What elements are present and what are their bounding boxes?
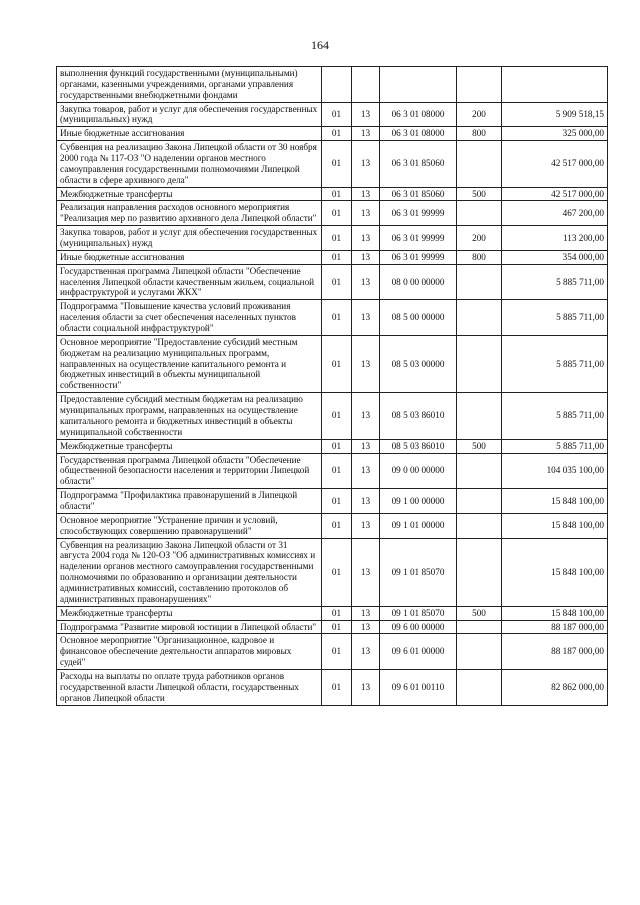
row-section-cell: 01 — [322, 453, 352, 489]
table-row — [57, 634, 608, 670]
row-subsection-cell: 13 — [352, 439, 380, 453]
row-name-cell: Государственная программа Липецкой области "Обеспечение населения Липецкой области качественным жильем, социальной инфраструктурой и услугами ЖКХ" — [57, 264, 322, 300]
row-subsection-cell: 13 — [352, 300, 380, 336]
table-row — [57, 439, 608, 453]
row-name-cell: Межбюджетные трансферты — [57, 439, 322, 453]
row-subsection-cell: 13 — [352, 335, 380, 392]
row-subsection-cell: 13 — [352, 250, 380, 264]
table-row — [57, 102, 608, 127]
row-amount-cell: 42 517 000,00 — [502, 187, 608, 201]
row-name-cell: Подпрограмма "Повышение качества условий проживания населения области за счет обеспечения населенных пунктов области социальной инфраструктурой" — [57, 300, 322, 336]
row-subsection-cell: 13 — [352, 634, 380, 670]
row-target-article-cell: 06 3 01 08000 — [380, 127, 457, 141]
row-amount-cell: 15 848 100,00 — [502, 606, 608, 620]
row-target-article-cell — [380, 67, 457, 103]
row-expense-type-cell — [457, 300, 502, 336]
row-section-cell: 01 — [322, 669, 352, 705]
row-target-article-cell: 08 5 00 00000 — [380, 300, 457, 336]
row-subsection-cell: 13 — [352, 141, 380, 187]
table-row — [57, 606, 608, 620]
row-expense-type-cell — [457, 201, 502, 226]
row-name-cell: Предоставление субсидий местным бюджетам на реализацию муниципальных программ, направленных на осуществление капитального ремонта и бюджетных инвестиций в объекты муниципальной собственности — [57, 393, 322, 439]
row-subsection-cell — [352, 67, 380, 103]
row-amount-cell: 354 000,00 — [502, 250, 608, 264]
row-section-cell: 01 — [322, 489, 352, 514]
row-subsection-cell: 13 — [352, 201, 380, 226]
row-name-cell: Подпрограмма "Развитие мировой юстиции в Липецкой области" — [57, 620, 322, 634]
row-section-cell: 01 — [322, 300, 352, 336]
row-section-cell: 01 — [322, 538, 352, 606]
row-section-cell — [322, 67, 352, 103]
row-expense-type-cell — [457, 67, 502, 103]
budget-table — [56, 66, 608, 706]
row-target-article-cell: 06 3 01 99999 — [380, 201, 457, 226]
row-subsection-cell: 13 — [352, 606, 380, 620]
table-row — [57, 201, 608, 226]
row-expense-type-cell — [457, 489, 502, 514]
row-target-article-cell: 09 1 00 00000 — [380, 489, 457, 514]
row-expense-type-cell — [457, 669, 502, 705]
table-row — [57, 489, 608, 514]
row-target-article-cell: 08 0 00 00000 — [380, 264, 457, 300]
row-section-cell: 01 — [322, 620, 352, 634]
table-row — [57, 127, 608, 141]
row-amount-cell: 15 848 100,00 — [502, 489, 608, 514]
row-name-cell: Подпрограмма "Профилактика правонарушений в Липецкой области" — [57, 489, 322, 514]
row-amount-cell: 5 885 711,00 — [502, 439, 608, 453]
row-target-article-cell: 06 3 01 85060 — [380, 187, 457, 201]
budget-table-body — [57, 67, 608, 706]
row-expense-type-cell — [457, 513, 502, 538]
row-name-cell: Иные бюджетные ассигнования — [57, 127, 322, 141]
row-name-cell: Основное мероприятие "Предоставление субсидий местным бюджетам на реализацию муниципальных программ, направленных на осуществление капитального ремонта и бюджетных инвестиций в объекты муниципальной собственности" — [57, 335, 322, 392]
row-name-cell: Реализация направления расходов основного мероприятия "Реализация мер по развитию архивного дела Липецкой области" — [57, 201, 322, 226]
row-subsection-cell: 13 — [352, 226, 380, 251]
row-name-cell: Субвенция на реализацию Закона Липецкой области от 30 ноября 2000 года № 117-ОЗ "О наделении органов местного самоуправления государственными полномочиями Липецкой области в сфере архивного дела" — [57, 141, 322, 187]
row-target-article-cell: 09 6 01 00110 — [380, 669, 457, 705]
row-target-article-cell: 09 1 01 85070 — [380, 538, 457, 606]
row-expense-type-cell: 500 — [457, 187, 502, 201]
row-target-article-cell: 09 6 00 00000 — [380, 620, 457, 634]
table-row — [57, 669, 608, 705]
row-expense-type-cell — [457, 538, 502, 606]
row-section-cell: 01 — [322, 187, 352, 201]
row-name-cell: Иные бюджетные ассигнования — [57, 250, 322, 264]
row-amount-cell: 113 200,00 — [502, 226, 608, 251]
table-row — [57, 67, 608, 103]
row-name-cell: Государственная программа Липецкой области "Обеспечение общественной безопасности населения и территории Липецкой области" — [57, 453, 322, 489]
table-row — [57, 620, 608, 634]
row-amount-cell — [502, 67, 608, 103]
row-amount-cell: 42 517 000,00 — [502, 141, 608, 187]
table-row — [57, 187, 608, 201]
row-section-cell: 01 — [322, 606, 352, 620]
table-row — [57, 538, 608, 606]
row-section-cell: 01 — [322, 264, 352, 300]
row-subsection-cell: 13 — [352, 453, 380, 489]
row-expense-type-cell: 500 — [457, 439, 502, 453]
row-target-article-cell: 09 1 01 85070 — [380, 606, 457, 620]
row-section-cell: 01 — [322, 102, 352, 127]
row-section-cell: 01 — [322, 513, 352, 538]
row-expense-type-cell: 200 — [457, 226, 502, 251]
row-expense-type-cell — [457, 620, 502, 634]
row-expense-type-cell — [457, 393, 502, 439]
row-expense-type-cell — [457, 634, 502, 670]
row-name-cell: Субвенция на реализацию Закона Липецкой области от 31 августа 2004 года № 120-ОЗ "Об административных комиссиях и наделении органов местного самоуправления государственными полномочиями по образованию и организации деятельности административных комиссий, составлению протоколов об административных правонарушениях" — [57, 538, 322, 606]
row-expense-type-cell: 800 — [457, 127, 502, 141]
table-row — [57, 393, 608, 439]
row-subsection-cell: 13 — [352, 669, 380, 705]
row-name-cell: Закупка товаров, работ и услуг для обеспечения государственных (муниципальных) нужд — [57, 226, 322, 251]
row-amount-cell: 104 035 100,00 — [502, 453, 608, 489]
row-amount-cell: 88 187 000,00 — [502, 620, 608, 634]
row-section-cell: 01 — [322, 127, 352, 141]
table-row — [57, 250, 608, 264]
row-target-article-cell: 06 3 01 99999 — [380, 250, 457, 264]
row-target-article-cell: 09 1 01 00000 — [380, 513, 457, 538]
row-subsection-cell: 13 — [352, 393, 380, 439]
row-subsection-cell: 13 — [352, 620, 380, 634]
row-name-cell: Основное мероприятие "Организационное, кадровое и финансовое обеспечение деятельности аппаратов мировых судей" — [57, 634, 322, 670]
row-section-cell: 01 — [322, 439, 352, 453]
row-subsection-cell: 13 — [352, 513, 380, 538]
row-subsection-cell: 13 — [352, 538, 380, 606]
row-expense-type-cell — [457, 335, 502, 392]
row-expense-type-cell — [457, 453, 502, 489]
row-subsection-cell: 13 — [352, 264, 380, 300]
row-target-article-cell: 09 0 00 00000 — [380, 453, 457, 489]
row-amount-cell: 5 885 711,00 — [502, 264, 608, 300]
row-expense-type-cell: 500 — [457, 606, 502, 620]
row-amount-cell: 88 187 000,00 — [502, 634, 608, 670]
table-row — [57, 141, 608, 187]
row-name-cell: Межбюджетные трансферты — [57, 606, 322, 620]
row-amount-cell: 15 848 100,00 — [502, 538, 608, 606]
row-section-cell: 01 — [322, 393, 352, 439]
row-section-cell: 01 — [322, 634, 352, 670]
row-target-article-cell: 06 3 01 08000 — [380, 102, 457, 127]
row-name-cell: выполнения функций государственными (муниципальными) органами, казенными учреждениями, органами управления государственными внебюджетными фондами — [57, 67, 322, 103]
row-section-cell: 01 — [322, 226, 352, 251]
row-amount-cell: 325 000,00 — [502, 127, 608, 141]
row-amount-cell: 467 200,00 — [502, 201, 608, 226]
table-row — [57, 264, 608, 300]
row-target-article-cell: 08 5 03 86010 — [380, 393, 457, 439]
row-expense-type-cell: 200 — [457, 102, 502, 127]
row-amount-cell: 5 885 711,00 — [502, 393, 608, 439]
row-amount-cell: 5 909 518,15 — [502, 102, 608, 127]
row-expense-type-cell — [457, 264, 502, 300]
table-row — [57, 226, 608, 251]
row-section-cell: 01 — [322, 141, 352, 187]
row-section-cell: 01 — [322, 335, 352, 392]
row-target-article-cell: 08 5 03 00000 — [380, 335, 457, 392]
table-row — [57, 335, 608, 392]
row-expense-type-cell — [457, 141, 502, 187]
row-subsection-cell: 13 — [352, 127, 380, 141]
row-target-article-cell: 09 6 01 00000 — [380, 634, 457, 670]
table-row — [57, 300, 608, 336]
row-expense-type-cell: 800 — [457, 250, 502, 264]
row-name-cell: Закупка товаров, работ и услуг для обеспечения государственных (муниципальных) нужд — [57, 102, 322, 127]
row-amount-cell: 5 885 711,00 — [502, 300, 608, 336]
row-section-cell: 01 — [322, 250, 352, 264]
row-name-cell: Межбюджетные трансферты — [57, 187, 322, 201]
row-name-cell: Расходы на выплаты по оплате труда работников органов государственной власти Липецкой области, государственных органов Липецкой области — [57, 669, 322, 705]
table-row — [57, 453, 608, 489]
row-section-cell: 01 — [322, 201, 352, 226]
row-name-cell: Основное мероприятие "Устранение причин и условий, способствующих совершению правонарушений" — [57, 513, 322, 538]
row-subsection-cell: 13 — [352, 489, 380, 514]
page-number: 164 — [311, 38, 329, 52]
row-subsection-cell: 13 — [352, 102, 380, 127]
row-subsection-cell: 13 — [352, 187, 380, 201]
row-amount-cell: 15 848 100,00 — [502, 513, 608, 538]
row-target-article-cell: 06 3 01 99999 — [380, 226, 457, 251]
row-amount-cell: 5 885 711,00 — [502, 335, 608, 392]
table-row — [57, 513, 608, 538]
row-amount-cell: 82 862 000,00 — [502, 669, 608, 705]
row-target-article-cell: 08 5 03 86010 — [380, 439, 457, 453]
row-target-article-cell: 06 3 01 85060 — [380, 141, 457, 187]
